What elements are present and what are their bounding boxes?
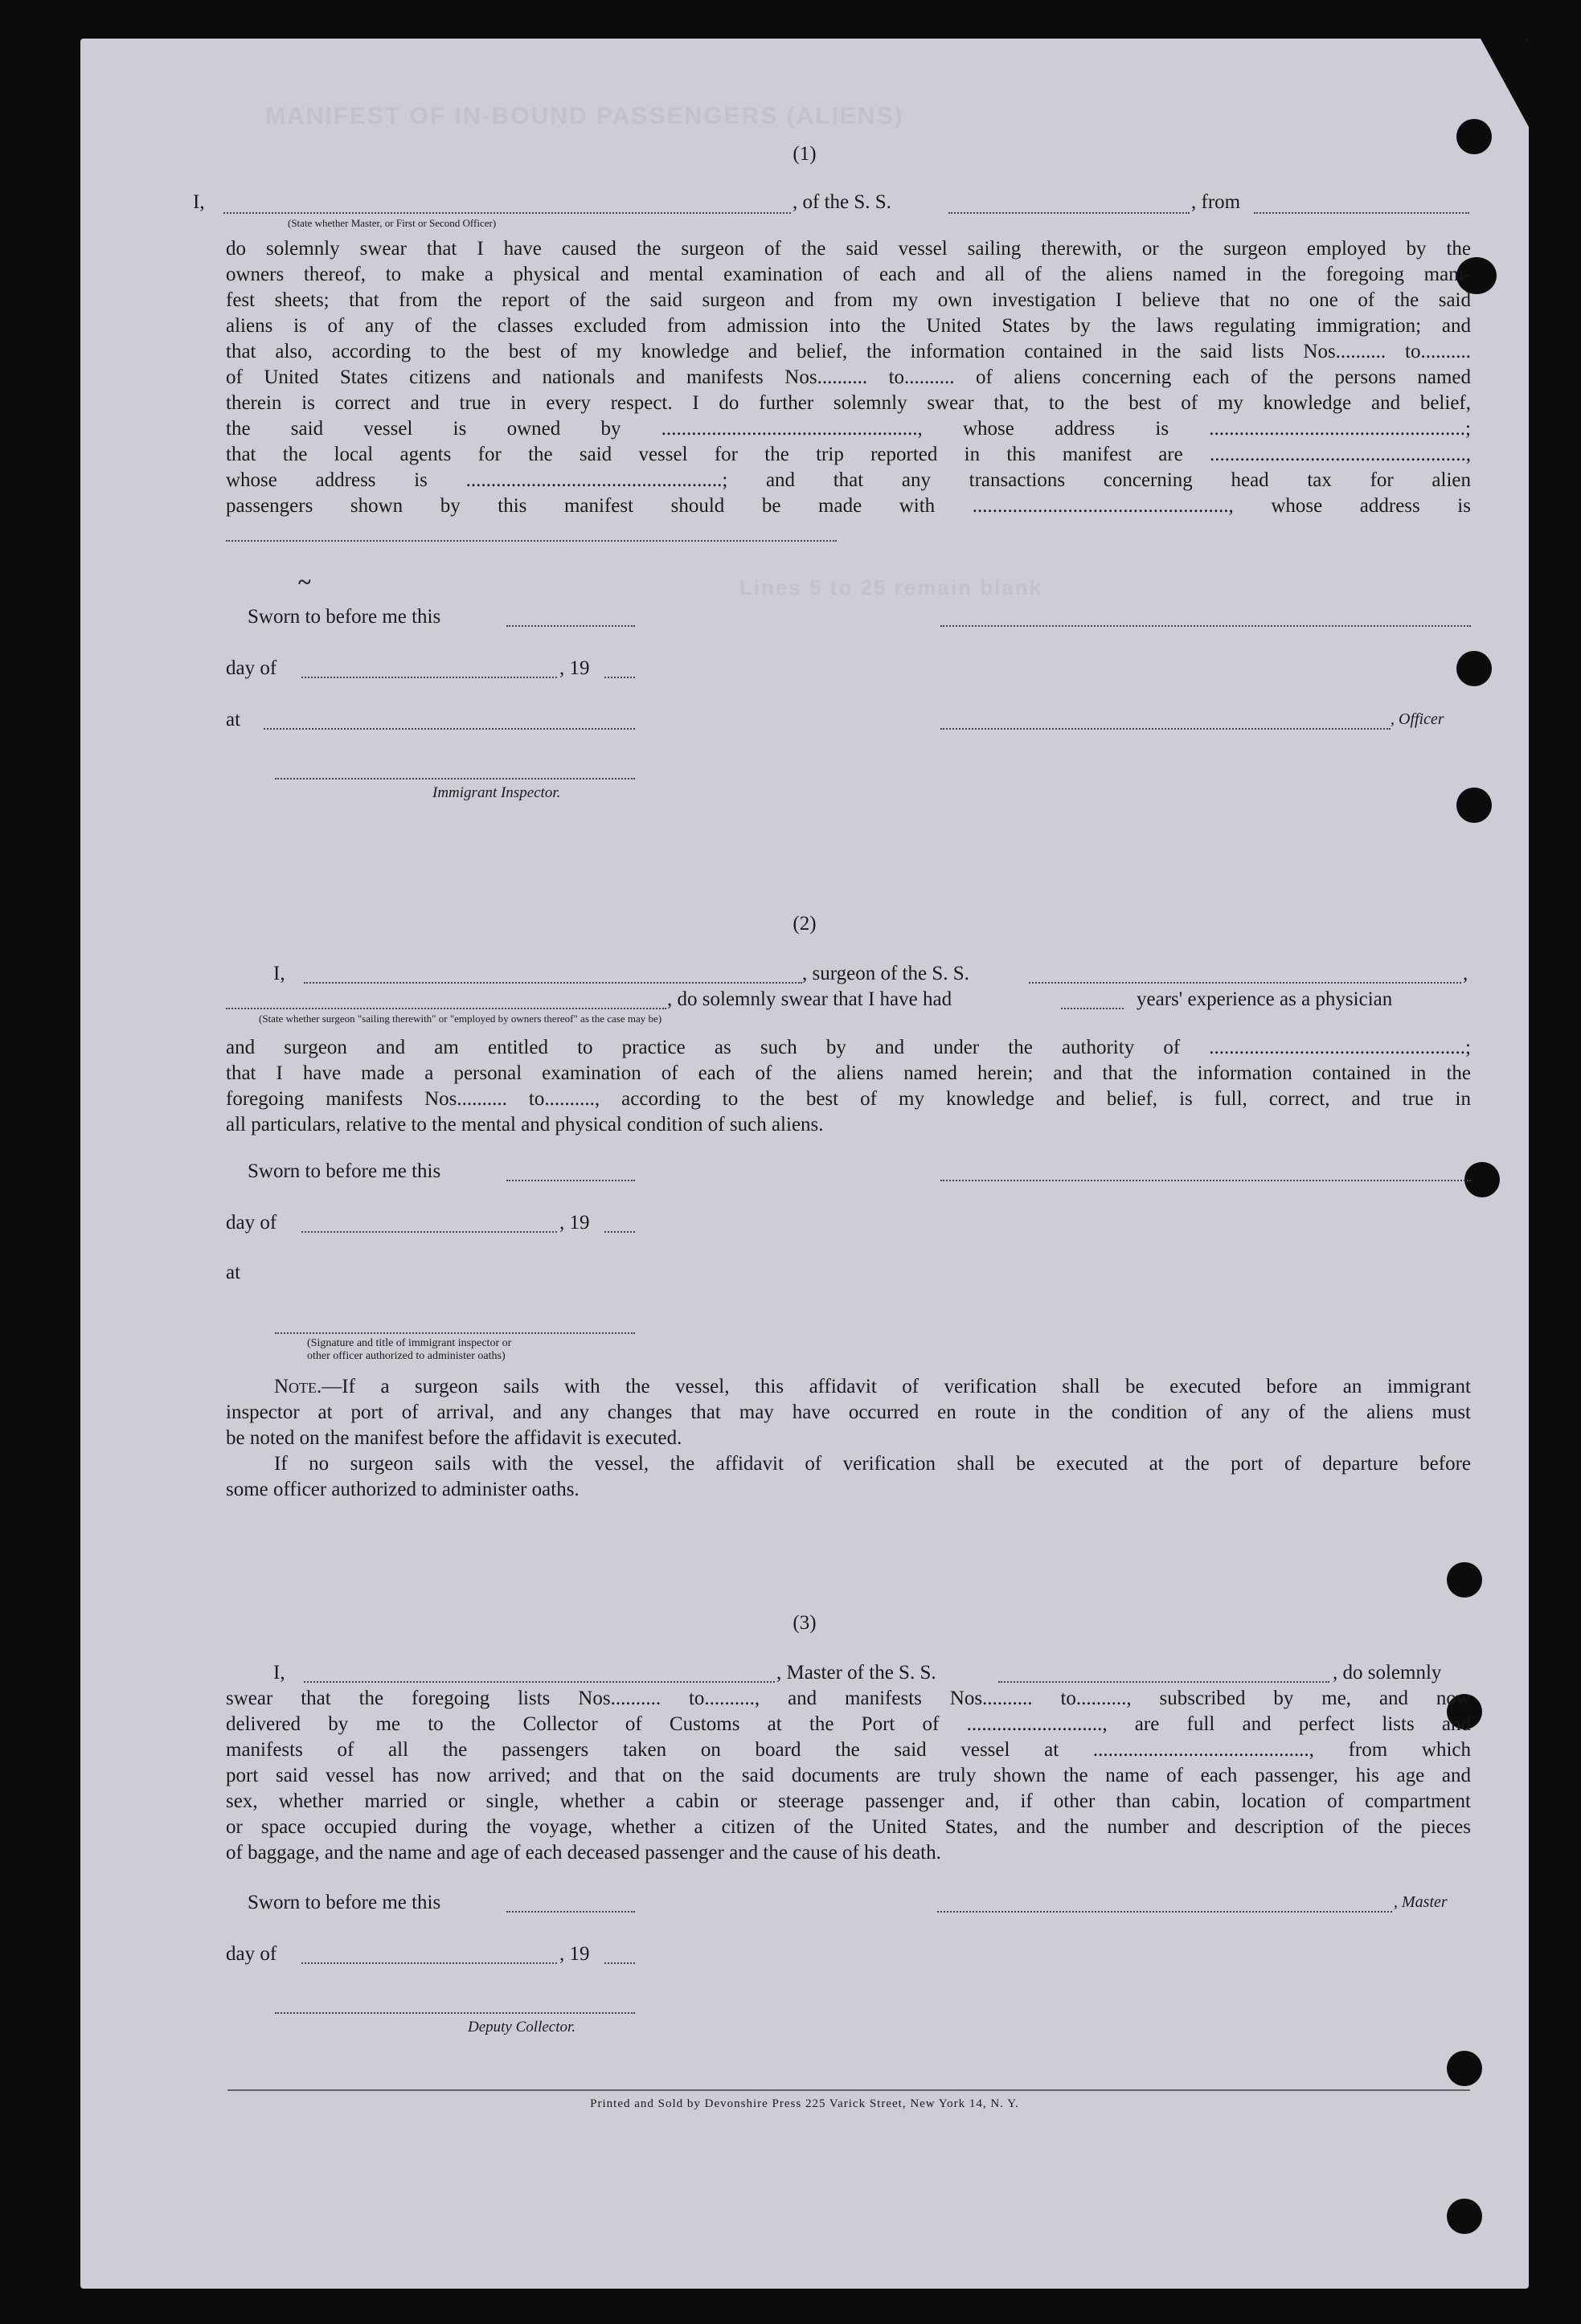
s1-year-field[interactable] xyxy=(604,677,635,678)
s1-line: of United States citizens and nationals and manifests Nos.......... to.......... of aliens concerning each of the persons named xyxy=(226,366,1471,388)
s1-line: the said vessel is owned by ..................................................., whose address is ...................................................; xyxy=(226,418,1471,440)
s1-line: therein is correct and true in every respect. I do further solemnly swear that, to the best of my knowledge and belief, xyxy=(226,392,1471,414)
binder-hole xyxy=(1456,788,1492,823)
s2-state-note: (State whether surgeon "sailing therewith" or "employed by owners thereof" as the case may be) xyxy=(259,1013,662,1025)
s3-line: delivered by me to the Collector of Customs at the Port of ..........................., are full and perfect lists and xyxy=(226,1713,1471,1735)
s2-line: and surgeon and am entitled to practice as such by and under the authority of ...................................................; xyxy=(226,1037,1471,1058)
s2-signature-note-2: other officer authorized to administer oaths) xyxy=(307,1350,506,1362)
s3-collector-field[interactable] xyxy=(275,2012,635,2014)
note-text: —If a surgeon sails with the vessel, this affidavit of verification shall be executed before an immigrant xyxy=(322,1376,1471,1397)
s1-sworn-field[interactable] xyxy=(506,625,635,627)
s3-line: manifests of all the passengers taken on board the said vessel at ..........................................., from which xyxy=(226,1739,1471,1761)
printer-credit: Printed and Sold by Devonshire Press 225 Varick Street, New York 14, N. Y. xyxy=(590,2097,1019,2110)
s2-inspector-field[interactable] xyxy=(275,1332,635,1334)
s1-line: whose address is ...................................................; and that any transactions concerning head tax for alien xyxy=(226,469,1471,491)
s3-line: swear that the foregoing lists Nos.......... to.........., and manifests Nos.......... to.........., subscribed by me, and now xyxy=(226,1688,1471,1709)
binder-hole xyxy=(1447,2051,1482,2086)
s3-master-name-field[interactable] xyxy=(304,1681,775,1683)
s3-solemnly: , do solemnly xyxy=(1333,1662,1442,1684)
s1-line: that also, according to the best of my knowledge and belief, the information contained in the said lists Nos.......... to.......... xyxy=(226,341,1471,362)
s2-year-field[interactable] xyxy=(604,1231,635,1233)
s1-line: owners thereof, to make a physical and mental examination of each and all of the aliens named in the foregoing mani- xyxy=(226,264,1471,285)
s2-surgeon-name-field[interactable] xyxy=(304,982,802,984)
s1-from-field[interactable] xyxy=(1254,212,1469,214)
s3-collector-label: Deputy Collector. xyxy=(468,2019,576,2036)
s2-vessel-field[interactable] xyxy=(1029,982,1461,984)
s2-year: , 19 xyxy=(559,1212,590,1234)
s1-officer-field[interactable] xyxy=(223,212,791,214)
s2-day-of: day of xyxy=(226,1212,277,1234)
s1-inspector-field[interactable] xyxy=(275,778,635,779)
show-through-header: MANIFEST OF IN-BOUND PASSENGERS (ALIENS) xyxy=(265,103,904,129)
s2-surgeon-type-field[interactable] xyxy=(226,1008,666,1009)
s3-line: of baggage, and the name and age of each deceased passenger and the cause of his death. xyxy=(226,1842,941,1864)
handwritten-mark: ~ xyxy=(297,569,312,595)
s1-of-ss: , of the S. S. xyxy=(793,191,891,213)
s1-officer-label: , Officer xyxy=(1391,710,1444,728)
s1-after-para-field[interactable] xyxy=(226,540,837,542)
s2-do-swear: , do solemnly swear that I have had xyxy=(667,988,952,1010)
binder-hole xyxy=(1456,651,1492,686)
s2-years-field[interactable] xyxy=(1061,1008,1124,1009)
s3-vessel-field[interactable] xyxy=(998,1681,1329,1683)
s3-line: sex, whether married or single, whether a cabin or steerage passenger and, if other than cabin, location of compartment xyxy=(226,1790,1471,1812)
s1-signature-field[interactable] xyxy=(940,625,1471,627)
s2-surgeon-of: , surgeon of the S. S. xyxy=(802,963,969,984)
s2-comma: , xyxy=(1463,963,1468,984)
s2-at: at xyxy=(226,1262,241,1283)
s3-master-of: , Master of the S. S. xyxy=(776,1662,936,1684)
section-1-number: (1) xyxy=(793,143,817,165)
s1-officer-sign-field[interactable] xyxy=(940,728,1391,730)
s2-line: that I have made a personal examination of each of the aliens named herein; and that the information contained in the xyxy=(226,1062,1471,1084)
s1-sworn: Sworn to before me this xyxy=(248,606,441,628)
s2-paragraph xyxy=(226,1035,1471,1138)
s2-signature-field[interactable] xyxy=(940,1180,1471,1181)
s2-sworn: Sworn to before me this xyxy=(248,1160,441,1182)
s1-line: aliens is of any of the classes excluded from admission into the United States by the laws regulating immigration; and xyxy=(226,315,1471,337)
s2-note xyxy=(226,1374,1471,1503)
note-line: inspector at port of arrival, and any changes that may have occurred en route in the condition of any of the aliens must xyxy=(226,1401,1471,1423)
s1-day-of: day of xyxy=(226,657,277,679)
s2-line: foregoing manifests Nos.......... to.........., according to the best of my knowledge and belief, is full, correct, and true in xyxy=(226,1088,1471,1110)
s3-line: port said vessel has now arrived; and that on the said documents are truly shown the name of each passenger, his age and xyxy=(226,1765,1471,1786)
torn-corner xyxy=(1481,39,1529,127)
section-2-number: (2) xyxy=(793,913,817,935)
s1-inspector-label: Immigrant Inspector. xyxy=(432,784,561,801)
s1-line: passengers shown by this manifest should be made with ..................................................., whose address is xyxy=(226,495,1471,517)
s1-line: do solemnly swear that I have caused the surgeon of the said vessel sailing therewith, or the surgeon employed by the xyxy=(226,238,1471,260)
s2-day-field[interactable] xyxy=(301,1231,557,1233)
show-through-note: Lines 5 to 25 remain blank xyxy=(739,575,1043,599)
s1-line: that the local agents for the said vessel for the trip reported in this manifest are ..................................................., xyxy=(226,444,1471,465)
s2-years: years' experience as a physician xyxy=(1137,988,1393,1010)
binder-hole xyxy=(1447,1562,1482,1598)
s3-day-of: day of xyxy=(226,1943,277,1965)
s3-i: I, xyxy=(273,1662,285,1684)
s1-paragraph xyxy=(226,236,1471,519)
section-3-number: (3) xyxy=(793,1612,817,1634)
note-line: some officer authorized to administer oaths. xyxy=(226,1479,580,1500)
s2-sworn-field[interactable] xyxy=(506,1180,635,1181)
note-line xyxy=(226,1374,1471,1400)
s2-i: I, xyxy=(273,963,285,984)
s1-vessel-field[interactable] xyxy=(948,212,1190,214)
s1-i: I, xyxy=(193,191,205,213)
s3-line: or space occupied during the voyage, whether a citizen of the United States, and the number and description of the pieces xyxy=(226,1816,1471,1838)
s2-signature-note-1: (Signature and title of immigrant inspector or xyxy=(307,1337,512,1349)
note-line: If no surgeon sails with the vessel, the affidavit of verification shall be executed at the port of departure before xyxy=(274,1453,1471,1475)
s3-master-sign-field[interactable] xyxy=(937,1911,1392,1913)
s3-year-field[interactable] xyxy=(604,1962,635,1964)
s1-year: , 19 xyxy=(559,657,590,679)
s1-from: , from xyxy=(1191,191,1241,213)
s3-year: , 19 xyxy=(559,1943,590,1965)
s3-paragraph xyxy=(226,1686,1471,1866)
manifest-page xyxy=(80,39,1529,2289)
s3-master-label: , Master xyxy=(1394,1893,1448,1911)
s1-state-note: (State whether Master, or First or Second Officer) xyxy=(288,217,497,229)
s1-line: fest sheets; that from the report of the said surgeon and from my own investigation I believe that no one of the said xyxy=(226,289,1471,311)
s3-day-field[interactable] xyxy=(301,1962,557,1964)
s3-sworn: Sworn to before me this xyxy=(248,1892,441,1913)
s1-at: at xyxy=(226,709,241,730)
s2-line: all particulars, relative to the mental and physical condition of such aliens. xyxy=(226,1114,824,1135)
footer-rule xyxy=(227,2089,1470,2091)
s3-sworn-field[interactable] xyxy=(506,1911,635,1913)
s1-day-field[interactable] xyxy=(301,677,557,678)
binder-hole xyxy=(1447,2199,1482,2234)
note-label: Note. xyxy=(274,1376,322,1397)
s1-at-field[interactable] xyxy=(264,728,635,730)
note-line: be noted on the manifest before the affidavit is executed. xyxy=(226,1427,682,1449)
